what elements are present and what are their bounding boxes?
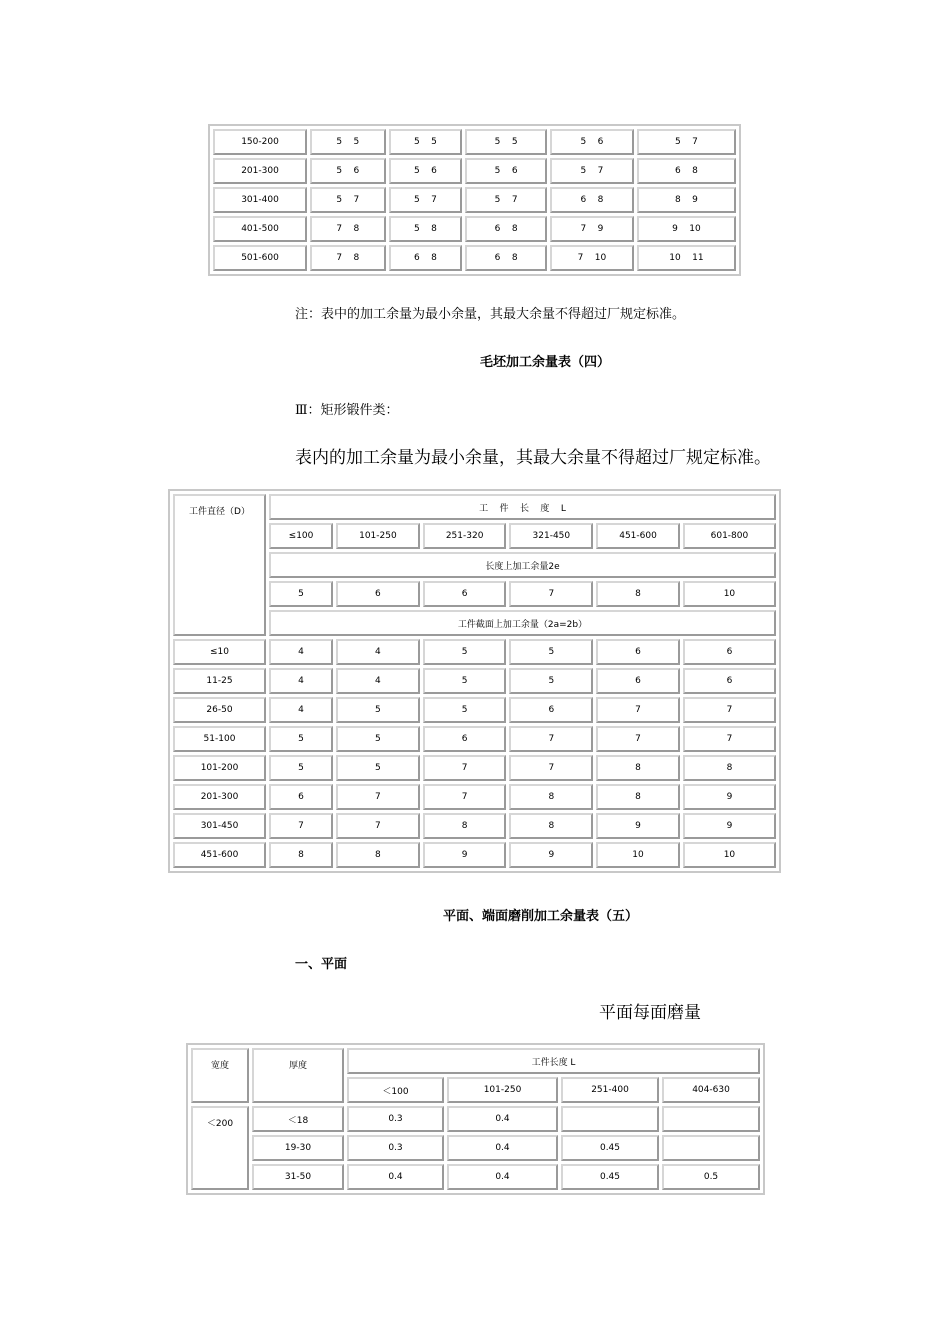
table-row xyxy=(173,639,776,665)
grinding-value-cell xyxy=(662,1135,760,1161)
length-header: 工 件 长 度 L xyxy=(269,494,776,520)
value-cell: 6 8 xyxy=(465,216,547,242)
allowance-cell: 5 xyxy=(269,726,333,752)
section-allowance-label: 工件截面上加工余量（2a=2b） xyxy=(269,610,776,636)
value-cell: 8 9 xyxy=(637,187,736,213)
allowance-cell: 8 xyxy=(336,842,420,868)
allowance-cell: 8 xyxy=(596,784,680,810)
value-cell: 7 9 xyxy=(550,216,634,242)
allowance-cell: 8 xyxy=(683,755,776,781)
range-cell: 501-600 xyxy=(213,245,307,271)
table-allowance-top xyxy=(208,124,741,276)
table-row xyxy=(191,1135,760,1161)
allowance-cell: 4 xyxy=(336,668,420,694)
length-allowance-cell: 8 xyxy=(596,581,680,607)
diameter-cell: 26-50 xyxy=(173,697,266,723)
grinding-value-cell: 0.3 xyxy=(347,1106,444,1132)
allowance-cell: 9 xyxy=(596,813,680,839)
value-cell: 9 10 xyxy=(637,216,736,242)
allowance-cell: 5 xyxy=(509,668,593,694)
table-rectangular-forging-allowance xyxy=(168,489,781,873)
table-row xyxy=(173,842,776,868)
value-cell: 7 8 xyxy=(310,245,386,271)
length-allowance-cell: 5 xyxy=(269,581,333,607)
table-row xyxy=(173,755,776,781)
length-column-header: ≤100 xyxy=(269,523,333,549)
value-cell: 5 6 xyxy=(389,158,463,184)
table-title-five: 平面、端面磨削加工余量表（五） xyxy=(443,909,639,924)
allowance-cell: 5 xyxy=(423,668,507,694)
value-cell: 7 10 xyxy=(550,245,634,271)
grinding-value-cell: 0.4 xyxy=(347,1164,444,1190)
value-cell: 5 8 xyxy=(389,216,463,242)
length-column-header: 404-630 xyxy=(662,1077,760,1103)
corner-header: 工件直径（D） xyxy=(173,494,266,636)
grinding-value-cell: 0.3 xyxy=(347,1135,444,1161)
table-row xyxy=(213,216,736,242)
value-cell: 7 8 xyxy=(310,216,386,242)
value-cell: 5 7 xyxy=(637,129,736,155)
table-row xyxy=(173,668,776,694)
allowance-cell: 10 xyxy=(596,842,680,868)
allowance-cell: 6 xyxy=(423,726,507,752)
range-cell: 201-300 xyxy=(213,158,307,184)
allowance-cell: 7 xyxy=(269,813,333,839)
table-row xyxy=(191,1164,760,1190)
allowance-cell: 5 xyxy=(423,639,507,665)
allowance-cell: 5 xyxy=(423,697,507,723)
range-cell: 401-500 xyxy=(213,216,307,242)
table-row xyxy=(173,726,776,752)
diameter-cell: ≤10 xyxy=(173,639,266,665)
allowance-cell: 7 xyxy=(423,755,507,781)
allowance-cell: 5 xyxy=(336,697,420,723)
grinding-value-cell: 0.45 xyxy=(561,1164,659,1190)
allowance-cell: 8 xyxy=(509,784,593,810)
length-column-header: 101-250 xyxy=(447,1077,558,1103)
allowance-cell: 5 xyxy=(336,755,420,781)
length-allowance-cell: 10 xyxy=(683,581,776,607)
allowance-cell: 9 xyxy=(423,842,507,868)
table-row xyxy=(173,697,776,723)
length-column-header: 321-450 xyxy=(509,523,593,549)
value-cell: 6 8 xyxy=(637,158,736,184)
grinding-value-cell: 0.45 xyxy=(561,1135,659,1161)
allowance-cell: 6 xyxy=(683,639,776,665)
allowance-cell: 8 xyxy=(509,813,593,839)
note-min-allowance-large: 表内的加工余量为最小余量，其最大余量不得超过厂规定标准。 xyxy=(295,448,771,468)
thickness-header: 厚度 xyxy=(252,1048,344,1103)
length-column-header: 251-400 xyxy=(561,1077,659,1103)
value-cell: 5 6 xyxy=(465,158,547,184)
grinding-value-cell: 0.5 xyxy=(662,1164,760,1190)
thickness-cell: 19-30 xyxy=(252,1135,344,1161)
allowance-cell: 7 xyxy=(596,697,680,723)
table-subtitle-plane-grinding: 平面每面磨量 xyxy=(599,1003,701,1023)
value-cell: 5 5 xyxy=(389,129,463,155)
note-min-allowance: 注：表中的加工余量为最小余量，其最大余量不得超过厂规定标准。 xyxy=(295,307,686,322)
value-cell: 6 8 xyxy=(550,187,634,213)
allowance-cell: 9 xyxy=(683,813,776,839)
allowance-cell: 7 xyxy=(336,784,420,810)
allowance-cell: 5 xyxy=(269,755,333,781)
value-cell: 5 5 xyxy=(310,129,386,155)
length-allowance-cell: 6 xyxy=(423,581,507,607)
length-column-header: 101-250 xyxy=(336,523,420,549)
value-cell: 5 6 xyxy=(550,129,634,155)
length-column-header: ＜100 xyxy=(347,1077,444,1103)
value-cell: 5 7 xyxy=(550,158,634,184)
allowance-cell: 6 xyxy=(596,668,680,694)
value-cell: 10 11 xyxy=(637,245,736,271)
allowance-cell: 7 xyxy=(509,726,593,752)
allowance-cell: 5 xyxy=(509,639,593,665)
table-row xyxy=(213,245,736,271)
allowance-cell: 6 xyxy=(509,697,593,723)
range-cell: 150-200 xyxy=(213,129,307,155)
diameter-cell: 11-25 xyxy=(173,668,266,694)
section-rectangular-forgings: Ⅲ：矩形锻件类： xyxy=(295,403,399,418)
value-cell: 6 8 xyxy=(389,245,463,271)
diameter-cell: 51-100 xyxy=(173,726,266,752)
diameter-cell: 101-200 xyxy=(173,755,266,781)
width-header: 宽度 xyxy=(191,1048,249,1103)
allowance-cell: 7 xyxy=(509,755,593,781)
value-cell: 5 7 xyxy=(389,187,463,213)
allowance-cell: 8 xyxy=(269,842,333,868)
allowance-cell: 9 xyxy=(509,842,593,868)
grinding-value-cell xyxy=(561,1106,659,1132)
width-cell: ＜200 xyxy=(191,1106,249,1190)
table-row xyxy=(213,129,736,155)
value-cell: 5 7 xyxy=(310,187,386,213)
grinding-value-cell: 0.4 xyxy=(447,1135,558,1161)
allowance-cell: 8 xyxy=(423,813,507,839)
allowance-cell: 6 xyxy=(683,668,776,694)
table-row xyxy=(173,784,776,810)
value-cell: 5 6 xyxy=(310,158,386,184)
length-header: 工件长度 L xyxy=(347,1048,760,1074)
allowance-cell: 7 xyxy=(423,784,507,810)
allowance-cell: 5 xyxy=(336,726,420,752)
diameter-cell: 451-600 xyxy=(173,842,266,868)
allowance-cell: 10 xyxy=(683,842,776,868)
length-allowance-cell: 7 xyxy=(509,581,593,607)
grinding-value-cell xyxy=(662,1106,760,1132)
value-cell: 5 5 xyxy=(465,129,547,155)
table-row xyxy=(213,187,736,213)
section-plane: 一、平面 xyxy=(295,957,348,972)
length-column-header: 451-600 xyxy=(596,523,680,549)
allowance-cell: 7 xyxy=(683,726,776,752)
length-column-header: 601-800 xyxy=(683,523,776,549)
allowance-cell: 6 xyxy=(596,639,680,665)
allowance-cell: 4 xyxy=(269,697,333,723)
table-row xyxy=(213,158,736,184)
diameter-cell: 201-300 xyxy=(173,784,266,810)
grinding-value-cell: 0.4 xyxy=(447,1164,558,1190)
table-plane-grinding xyxy=(186,1043,765,1195)
value-cell: 5 7 xyxy=(465,187,547,213)
diameter-cell: 301-450 xyxy=(173,813,266,839)
allowance-cell: 7 xyxy=(596,726,680,752)
length-allowance-label: 长度上加工余量2e xyxy=(269,552,776,578)
length-column-header: 251-320 xyxy=(423,523,507,549)
thickness-cell: 31-50 xyxy=(252,1164,344,1190)
allowance-cell: 9 xyxy=(683,784,776,810)
length-allowance-cell: 6 xyxy=(336,581,420,607)
thickness-cell: ＜18 xyxy=(252,1106,344,1132)
allowance-cell: 4 xyxy=(336,639,420,665)
allowance-cell: 4 xyxy=(269,668,333,694)
table-title-four: 毛坯加工余量表（四） xyxy=(480,355,611,370)
allowance-cell: 6 xyxy=(269,784,333,810)
allowance-cell: 8 xyxy=(596,755,680,781)
value-cell: 6 8 xyxy=(465,245,547,271)
allowance-cell: 7 xyxy=(683,697,776,723)
table-row xyxy=(191,1106,760,1132)
range-cell: 301-400 xyxy=(213,187,307,213)
table-row xyxy=(173,813,776,839)
allowance-cell: 7 xyxy=(336,813,420,839)
grinding-value-cell: 0.4 xyxy=(447,1106,558,1132)
allowance-cell: 4 xyxy=(269,639,333,665)
